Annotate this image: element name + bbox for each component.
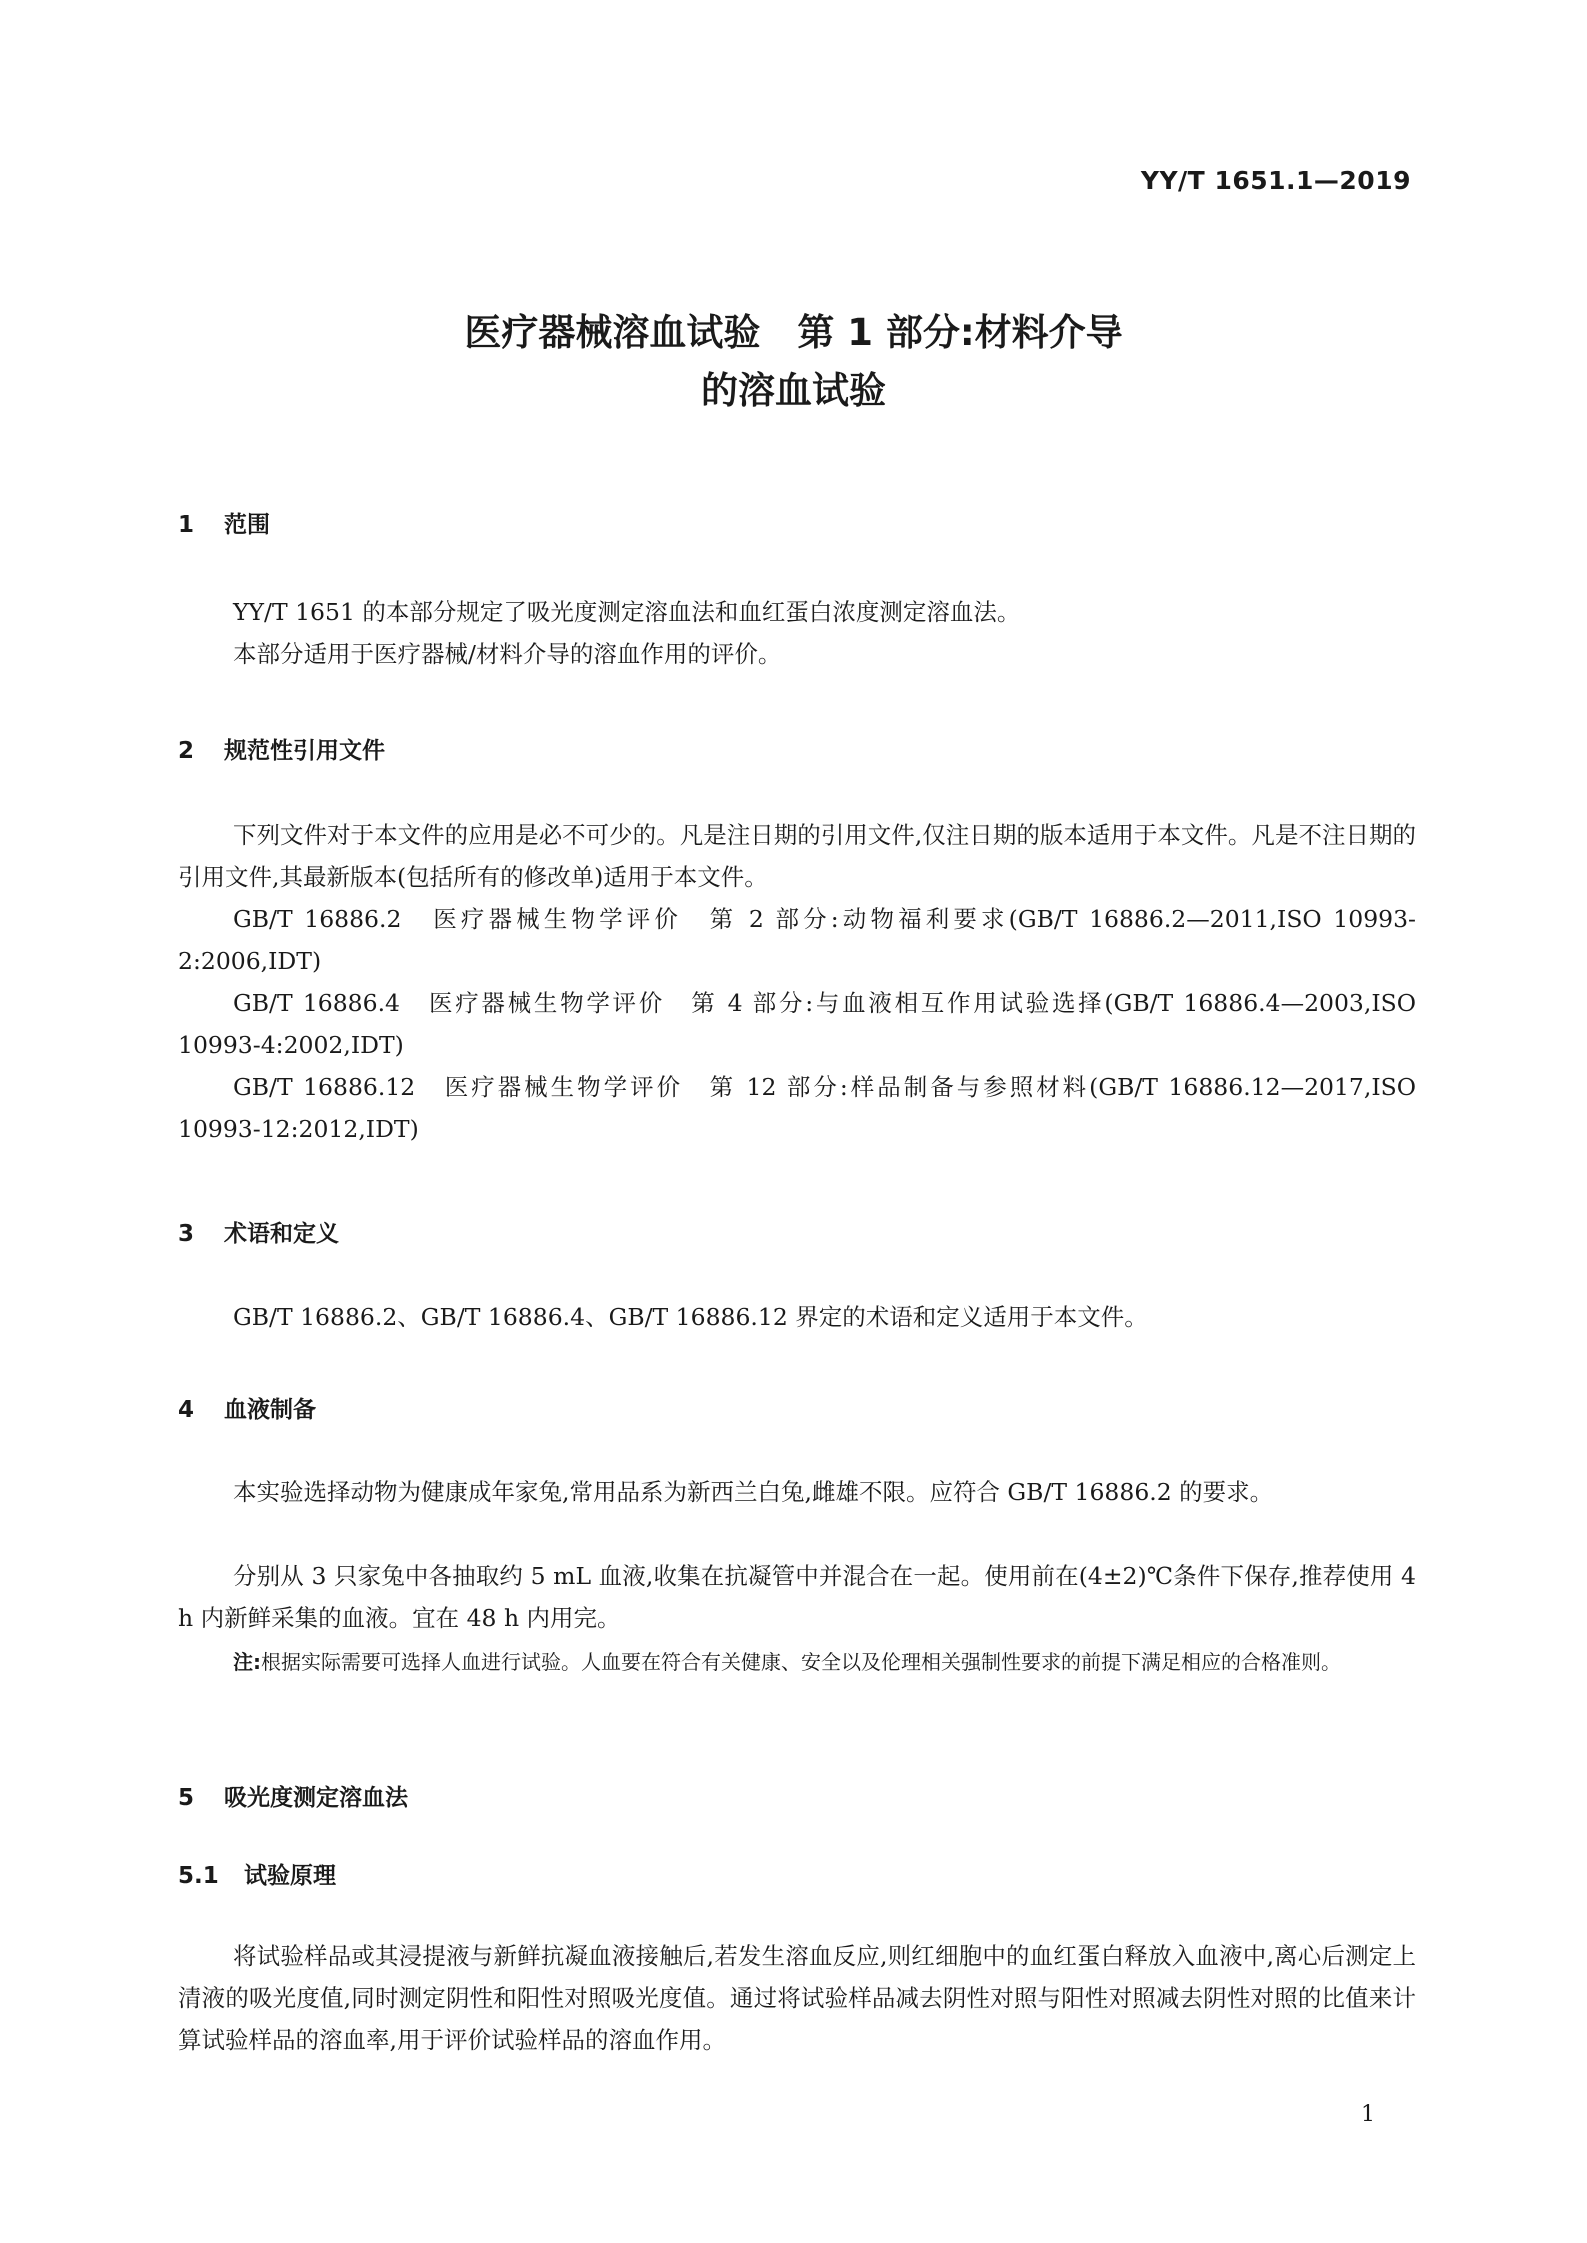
section-number: 4 xyxy=(178,1397,195,1423)
subsection-5-1-paragraph-1: 将试验样品或其浸提液与新鲜抗凝血液接触后,若发生溶血反应,则红细胞中的血红蛋白释放入血液中,离心后测定上清液的吸光度值,同时测定阴性和阳性对照吸光度值。通过将试验样品减去阴性对照与阳性对照减去阴性对照的比值来计算试验样品的溶血率,用于评价试验样品的溶血作用。 xyxy=(178,1942,1416,2054)
document-title xyxy=(0,304,1587,420)
section-number: 1 xyxy=(178,512,195,538)
subsection-5-1-heading xyxy=(178,1857,336,1890)
section-1-paragraph-2: 本部分适用于医疗器械/材料介导的溶血作用的评价。 xyxy=(233,640,782,668)
section-3-heading xyxy=(178,1215,339,1248)
section-4-paragraph-1: 本实验选择动物为健康成年家兔,常用品系为新西兰白兔,雌雄不限。应符合 GB/T 16886.2 的要求。 xyxy=(233,1478,1274,1506)
section-5-heading xyxy=(178,1779,408,1812)
section-number: 2 xyxy=(178,738,195,764)
normative-reference-1: GB/T 16886.2 医疗器械生物学评价 第 2 部分:动物福利要求(GB/T 16886.2—2011,ISO 10993-2:2006,IDT) xyxy=(178,905,1416,975)
section-title: 范围 xyxy=(224,512,270,538)
section-1-paragraph-1: YY/T 1651 的本部分规定了吸光度测定溶血法和血红蛋白浓度测定溶血法。 xyxy=(233,598,1021,626)
section-4-note xyxy=(233,1643,1461,1681)
title-line-2: 的溶血试验 xyxy=(701,369,886,412)
subsection-number: 5.1 xyxy=(178,1863,219,1889)
title-line-1: 医疗器械溶血试验 第 1 部分:材料介导 xyxy=(464,311,1123,354)
section-title: 规范性引用文件 xyxy=(224,738,385,764)
document-code: YY/T 1651.1—2019 xyxy=(1140,166,1411,195)
normative-reference-2: GB/T 16886.4 医疗器械生物学评价 第 4 部分:与血液相互作用试验选择(GB/T 16886.4—2003,ISO 10993-4:2002,IDT) xyxy=(178,989,1416,1059)
note-label: 注: xyxy=(233,1650,261,1674)
section-2-heading xyxy=(178,732,385,765)
section-4-paragraph-2: 分别从 3 只家兔中各抽取约 5 mL 血液,收集在抗凝管中并混合在一起。使用前在(4±2)℃条件下保存,推荐使用 4 h 内新鲜采集的血液。宜在 48 h 内用完。 xyxy=(178,1562,1416,1632)
section-4-heading xyxy=(178,1391,316,1424)
section-title: 吸光度测定溶血法 xyxy=(224,1785,408,1811)
section-1-heading xyxy=(178,506,270,539)
section-3-paragraph-1: GB/T 16886.2、GB/T 16886.4、GB/T 16886.12 界定的术语和定义适用于本文件。 xyxy=(233,1303,1148,1331)
section-2-paragraph-1: 下列文件对于本文件的应用是必不可少的。凡是注日期的引用文件,仅注日期的版本适用于本文件。凡是不注日期的引用文件,其最新版本(包括所有的修改单)适用于本文件。 xyxy=(178,821,1416,891)
section-number: 5 xyxy=(178,1785,195,1811)
page-number: 1 xyxy=(1361,2102,1375,2127)
subsection-title: 试验原理 xyxy=(244,1863,336,1889)
section-number: 3 xyxy=(178,1221,195,1247)
normative-reference-3: GB/T 16886.12 医疗器械生物学评价 第 12 部分:样品制备与参照材料(GB/T 16886.12—2017,ISO 10993-12:2012,IDT) xyxy=(178,1073,1416,1143)
section-title: 血液制备 xyxy=(224,1397,316,1423)
note-text: 根据实际需要可选择人血进行试验。人血要在符合有关健康、安全以及伦理相关强制性要求的前提下满足相应的合格准则。 xyxy=(261,1650,1341,1674)
section-title: 术语和定义 xyxy=(224,1221,339,1247)
